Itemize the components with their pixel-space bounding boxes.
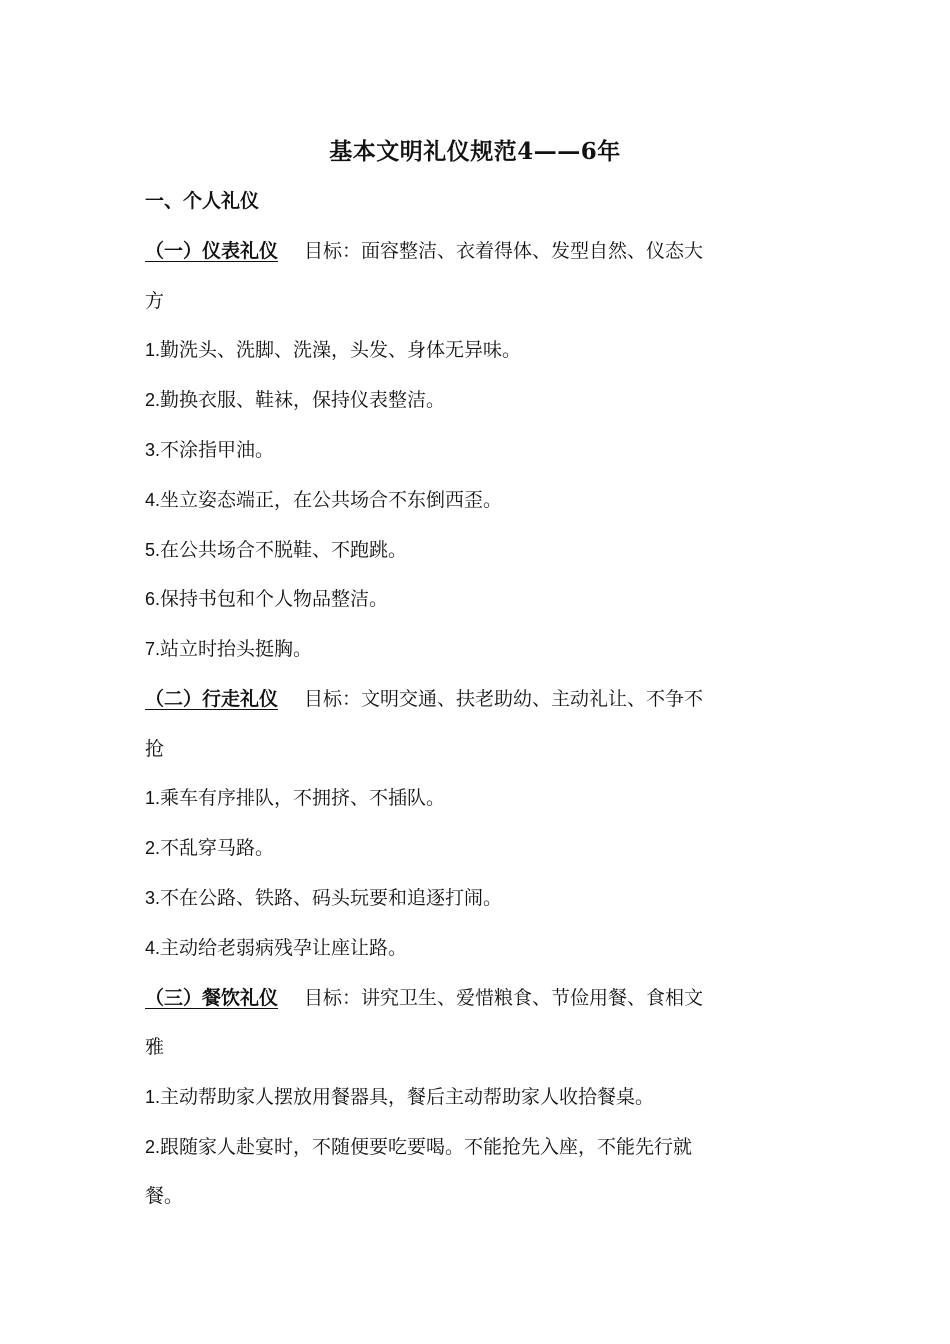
subsection-walking-header	[145, 684, 815, 714]
subsection-label-appearance: （一）仪表礼仪	[145, 240, 279, 262]
subsection-goal-dining: 目标：讲究卫生、爱惜粮食、节俭用餐、食相文	[304, 987, 704, 1009]
section-heading-personal-etiquette: 一、个人礼仪	[145, 190, 260, 212]
list-item: 2.不乱穿马路。	[145, 837, 275, 859]
list-item: 2.勤换衣服、鞋袜，保持仪表整洁。	[145, 389, 446, 411]
list-item: 5.在公共场合不脱鞋、不跑跳。	[145, 539, 408, 561]
list-item: 4.主动给老弱病残孕让座让路。	[145, 937, 408, 959]
subsection-dining-header	[145, 983, 815, 1013]
list-item: 1.乘车有序排队，不拥挤、不插队。	[145, 787, 446, 809]
list-item: 1.主动帮助家人摆放用餐器具，餐后主动帮助家人收拾餐桌。	[145, 1086, 655, 1108]
subsection-goal-dining-continuation: 雅	[145, 1036, 165, 1058]
list-item: 6.保持书包和个人物品整洁。	[145, 588, 389, 610]
list-item-continuation: 餐。	[145, 1185, 184, 1207]
subsection-goal-appearance: 目标：面容整洁、衣着得体、发型自然、仪态大	[304, 240, 704, 262]
list-item: 3.不在公路、铁路、码头玩要和追逐打闹。	[145, 887, 503, 909]
subsection-label-dining: （三）餐饮礼仪	[145, 987, 279, 1009]
subsection-goal-appearance-continuation: 方	[145, 290, 165, 312]
subsection-goal-walking: 目标：文明交通、扶老助幼、主动礼让、不争不	[304, 688, 704, 710]
list-item: 1.勤洗头、洗脚、洗澡，头发、身体无异味。	[145, 339, 522, 361]
list-item: 2.跟随家人赴宴时，不随便要吃要喝。不能抢先入座，不能先行就	[145, 1136, 693, 1158]
list-item: 4.坐立姿态端正，在公共场合不东倒西歪。	[145, 489, 503, 511]
list-item: 3.不涂指甲油。	[145, 439, 275, 461]
subsection-appearance-header	[145, 236, 815, 266]
subsection-label-walking: （二）行走礼仪	[145, 688, 279, 710]
document-title: 基本文明礼仪规范4——6年	[329, 138, 621, 165]
list-item: 7.站立时抬头挺胸。	[145, 638, 313, 660]
subsection-goal-walking-continuation: 抢	[145, 738, 165, 760]
